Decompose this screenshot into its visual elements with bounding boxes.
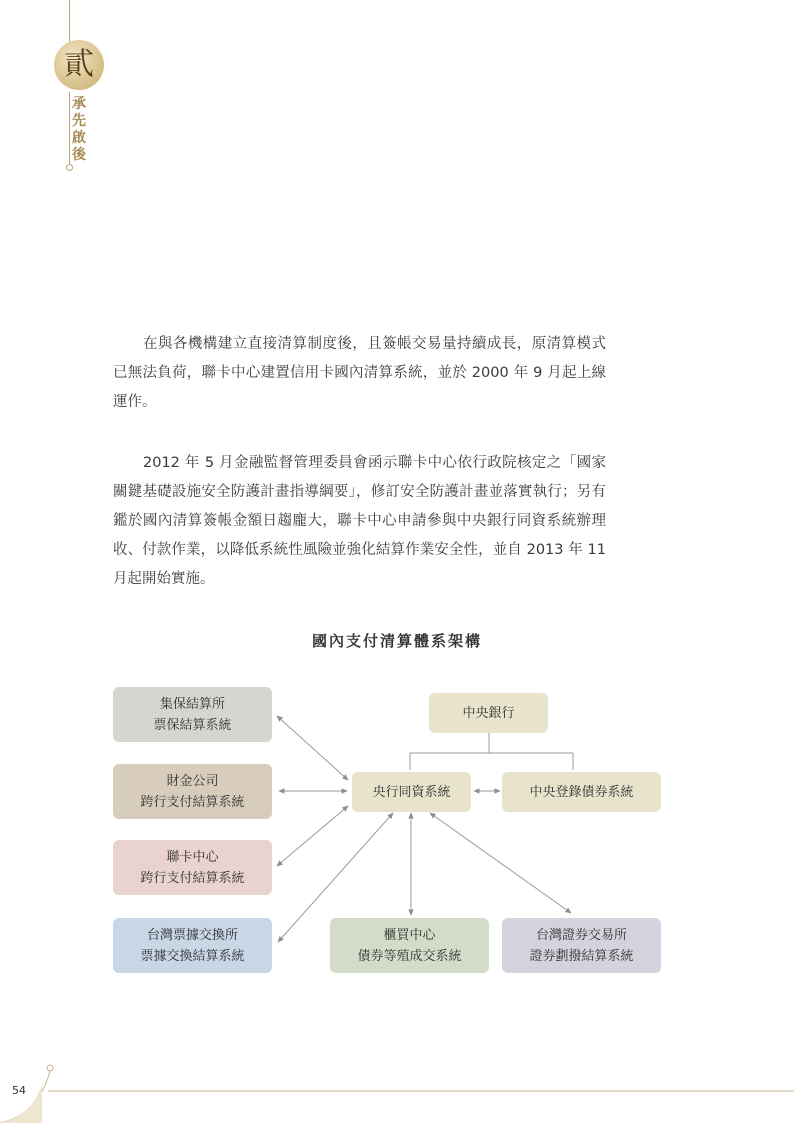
- arrow-nccc-cifs: [277, 806, 348, 866]
- node-tpex-line2: 債券等殖成交系統: [357, 948, 462, 964]
- node-tch: [113, 918, 272, 973]
- node-cgs: [502, 772, 661, 812]
- node-tdcc-line2: 票保結算系統: [153, 717, 232, 733]
- node-twse-line2: 證券劃撥結算系統: [529, 948, 634, 964]
- node-tdcc: [113, 687, 272, 742]
- central-bank-branch-line: [410, 733, 573, 770]
- node-fisc-line2: 跨行支付結算系統: [140, 794, 245, 810]
- page-number: 54: [12, 1084, 26, 1097]
- chapter-badge: 貳: [54, 40, 104, 90]
- node-nccc: [113, 840, 272, 895]
- paragraph-1: 在與各機構建立直接清算制度後，且簽帳交易量持續成長，原清算模式已無法負荷，聯卡中心建置信用卡國內清算系統，並於 2000 年 9 月起上線運作。: [113, 336, 606, 410]
- node-central-bank-label: 中央銀行: [462, 705, 515, 721]
- node-twse: [502, 918, 661, 973]
- chapter-title: 承先啟後: [72, 96, 86, 163]
- node-cifs: [352, 772, 471, 812]
- footer-ornament: [0, 1055, 794, 1123]
- node-twse-line1: 台灣證券交易所: [535, 927, 627, 943]
- node-tdcc-line1: 集保結算所: [159, 696, 225, 712]
- node-cifs-label: 央行同資系統: [372, 784, 451, 800]
- node-nccc-line2: 跨行支付結算系統: [140, 870, 245, 886]
- paragraph-2: 2012 年 5 月金融監督管理委員會函示聯卡中心依行政院核定之「國家關鍵基礎設施安全防護計畫指導綱要」，修訂安全防護計畫並落實執行；另有鑑於國內清算簽帳金額日趨龐大，聯卡中心申請參與中央銀行同資系統辦理收、付款作業，以降低系統性風險並強化結算作業安全性，並自 2013 年 11 月起開始實施。: [113, 455, 606, 587]
- node-tch-line1: 台灣票據交換所: [146, 927, 238, 943]
- node-nccc-line1: 聯卡中心: [166, 849, 219, 865]
- node-fisc: [113, 764, 272, 819]
- node-tpex-line1: 櫃買中心: [383, 927, 436, 943]
- arrow-tdcc-cifs: [277, 716, 348, 780]
- node-central-bank: [429, 693, 548, 733]
- node-cgs-label: 中央登錄債券系統: [529, 784, 634, 800]
- diagram-title: 國內支付清算體系架構: [311, 632, 482, 650]
- node-tpex: [330, 918, 489, 973]
- arrow-twse-cifs: [430, 813, 571, 913]
- node-tch-line2: 票據交換結算系統: [140, 948, 245, 964]
- node-fisc-line1: 財金公司: [166, 773, 219, 789]
